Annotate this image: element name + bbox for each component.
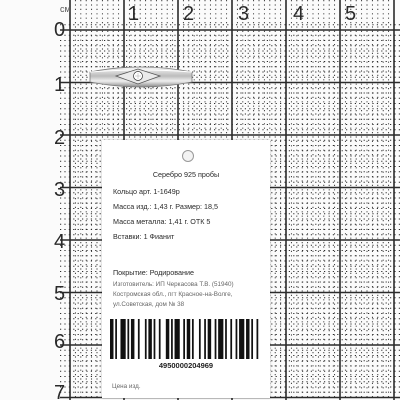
barcode-bar	[175, 319, 180, 359]
ruler-y-label-2: 2	[54, 127, 66, 149]
ruler-y-label-0: 0	[54, 19, 66, 41]
barcode-bar	[236, 319, 238, 359]
silver-ring-image	[86, 62, 196, 92]
tag-inserts: Вставки: 1 Фианит	[113, 232, 175, 241]
barcode-bar	[246, 319, 249, 359]
ruler-x-label-2: 2	[183, 3, 195, 25]
barcode-bar	[251, 319, 253, 359]
barcode-bar	[225, 319, 227, 359]
tag-metal-weight: Масса металла: 1,41 г. ОТК 5	[113, 217, 211, 226]
barcode-bar	[215, 319, 217, 359]
ruler-y-label-1: 1	[54, 74, 66, 96]
barcode-bar	[171, 319, 173, 359]
ruler-y-label-3: 3	[54, 179, 66, 201]
ruler-unit: см	[60, 4, 71, 14]
tag-price-label: Цена изд.	[112, 383, 141, 390]
tag-title: Серебро 925 пробы	[152, 170, 220, 179]
barcode-bar	[257, 319, 259, 359]
barcode-bar	[166, 319, 169, 359]
barcode-bar	[127, 319, 129, 359]
price-tag	[102, 140, 270, 398]
barcode-bar	[154, 319, 156, 359]
ruler-y-label-5: 5	[54, 283, 66, 305]
tag-hole	[182, 150, 194, 162]
barcode	[110, 319, 260, 359]
barcode-bar	[120, 319, 125, 359]
barcode-bar	[192, 319, 194, 359]
barcode-bar	[218, 319, 223, 359]
tag-article: Кольцо арт. 1-1649р	[113, 187, 180, 196]
barcode-bar	[239, 319, 244, 359]
barcode-bar	[204, 319, 206, 359]
barcode-bar	[230, 319, 232, 359]
ruler-x-label-3: 3	[238, 3, 250, 25]
ruler-y-label-6: 6	[54, 331, 66, 353]
ruler-x-label-1: 1	[128, 3, 140, 25]
barcode-bar	[131, 319, 134, 359]
tag-weight: Масса изд.: 1,43 г. Размер: 18,5	[113, 202, 218, 211]
barcode-bar	[183, 319, 185, 359]
tag-maker-3: ул.Советская, дом № 38	[113, 301, 185, 308]
barcode-bar	[199, 319, 201, 359]
tag-coating: Покрытие: Родирование	[113, 268, 195, 277]
barcode-bar	[115, 319, 117, 359]
barcode-bar	[159, 319, 161, 359]
ruler-y-label-4: 4	[54, 231, 66, 253]
barcode-bar	[138, 319, 140, 359]
ruler-y-label-7: 7	[54, 382, 66, 400]
barcode-bar	[148, 319, 151, 359]
barcode-bar	[145, 319, 147, 359]
tag-maker-2: Костромская обл., пгт Красное-на-Волге,	[113, 291, 233, 298]
tag-maker-1: Изготовитель: ИП Черкасова Т.В. (51940)	[113, 281, 234, 288]
ruler-x-label-4: 4	[293, 3, 305, 25]
barcode-bar	[208, 319, 211, 359]
ruler-x-label-5: 5	[345, 3, 357, 25]
barcode-number: 4950000204969	[158, 361, 214, 370]
barcode-bar	[110, 319, 113, 359]
barcode-bar	[187, 319, 190, 359]
